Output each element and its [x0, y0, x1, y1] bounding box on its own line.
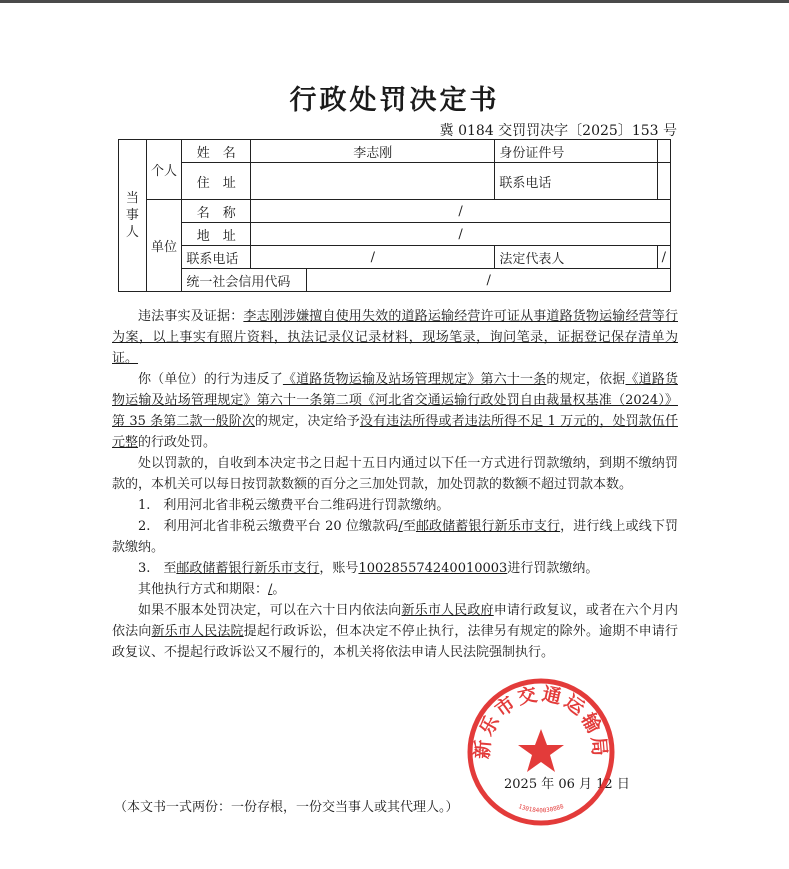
method3-text-2: ，账号 — [319, 561, 359, 576]
unit-address-value: / — [251, 223, 671, 246]
id-value — [657, 140, 670, 163]
unit-label: 单位 — [146, 200, 182, 292]
credit-code-label: 统一社会信用代码 — [182, 269, 307, 292]
litigation-court: 新乐市人民法院 — [151, 624, 244, 639]
party-label: 当事人 — [119, 140, 147, 292]
method3-bank: 邮政储蓄银行新乐市支行 — [176, 561, 320, 576]
payment-code: / — [398, 519, 403, 534]
violation-text-2: 的规定，依据 — [546, 372, 626, 387]
facts-label: 违法事实及证据： — [138, 309, 244, 324]
legal-rep-value: / — [657, 246, 670, 269]
bank-account: 100285574240010003 — [358, 561, 508, 576]
unit-phone-label: 联系电话 — [182, 246, 251, 269]
issue-date: 2025 年 06 月 12 日 — [504, 777, 630, 792]
legal-rep-label: 法定代表人 — [495, 246, 657, 269]
credit-code-value: / — [307, 269, 671, 292]
method2-text-2: 至 — [402, 519, 416, 534]
phone-value — [657, 163, 670, 200]
method3-text-3: 进行罚款缴纳。 — [507, 561, 599, 576]
violated-law: 《道路货物运输及站场管理规定》第六十一条 — [282, 372, 547, 387]
address-label: 住 址 — [182, 163, 251, 200]
address-value — [251, 163, 495, 200]
name-label: 姓 名 — [182, 140, 251, 163]
unit-address-label: 地 址 — [182, 223, 251, 246]
window-top-border — [0, 0, 789, 3]
phone-label: 联系电话 — [495, 163, 657, 200]
payment-method-1: 1. 利用河北省非税云缴费平台二维码进行罚款缴纳。 — [138, 498, 450, 513]
name-value: 李志刚 — [251, 140, 495, 163]
seal-number: 1301840030888 — [517, 803, 565, 815]
other-text-1: 其他执行方式和期限： — [138, 582, 269, 597]
document-title: 行政处罚决定书 — [289, 85, 500, 116]
document-number: 冀 0184 交罚罚决字〔2025〕153 号 — [439, 123, 677, 139]
unit-phone-value: / — [251, 246, 495, 269]
violation-text-4: 的行政处罚。 — [138, 435, 217, 450]
appeal-text-1: 如果不服本处罚决定，可以在六十日内依法向 — [138, 603, 402, 618]
violation-paragraph — [112, 369, 678, 453]
violation-text-1: 你（单位）的行为违反了 — [138, 372, 283, 387]
method2-text-3: ，进行线上或线下罚款缴纳。 — [112, 519, 678, 555]
other-value: / — [268, 582, 273, 597]
payment-method-2 — [112, 516, 678, 558]
facts-paragraph — [112, 306, 678, 369]
facts-text: 李志刚涉嫌擅自使用失效的道路运输经营许可证从事道路货物运输经营等行为案，以上事实有照片资料，执法记录仪记录材料，现场笔录，询问笔录，证据登记保存清单为证。 — [112, 309, 678, 366]
method2-bank: 邮政储蓄银行新乐市支行 — [415, 519, 561, 534]
review-authority: 新乐市人民政府 — [401, 603, 494, 618]
payment-intro: 处以罚款的，自收到本决定书之日起十五日内通过以下任一方式进行罚款缴纳，到期不缴纳罚款的，本机关可以每日按罚款数额的百分之三加处罚款，加处罚款的数额不超过罚款本数。 — [112, 456, 678, 492]
seal-text: 新乐市交通运输局 — [471, 682, 611, 760]
unit-name-label: 名 称 — [182, 200, 251, 223]
document-body — [112, 306, 678, 663]
penalty-decision: 没有违法所得或者违法所得不足 1 万元的，处罚款伍仟元整 — [112, 414, 678, 450]
appeal-text-3: 提起行政诉讼，但本决定不停止执行，法律另有规定的除外。逾期不申请行政复议、不提起行政诉讼又不履行的，本机关将依法申请人民法院强制执行。 — [112, 624, 678, 660]
official-seal-icon — [466, 677, 616, 827]
footer-note: （本文书一式两份：一份存根，一份交当事人或其代理人。） — [114, 800, 459, 815]
method2-text-1: 2. 利用河北省非税云缴费平台 20 位缴款码 — [138, 519, 399, 534]
individual-label: 个人 — [146, 140, 182, 200]
svg-text:1301840030888 — [517, 803, 565, 814]
payment-method-3 — [112, 558, 678, 579]
unit-name-value: / — [251, 200, 671, 223]
appeal-paragraph — [112, 600, 678, 663]
appeal-text-2: 申请行政复议，或者在六个月内依法向 — [112, 603, 678, 639]
id-label: 身份证件号 — [495, 140, 657, 163]
violation-text-3: 的规定，决定给予 — [255, 414, 360, 429]
other-method — [112, 579, 678, 600]
other-text-2: 。 — [272, 582, 286, 597]
penalty-basis: 《道路货物运输及站场管理规定》第六十一条第二项《河北省交通运输行政处罚自由裁量权基准（2024）》第 35 条第二款一般阶次 — [112, 372, 678, 429]
method3-text-1: 3. 至 — [138, 561, 177, 576]
party-info-table — [118, 139, 671, 292]
